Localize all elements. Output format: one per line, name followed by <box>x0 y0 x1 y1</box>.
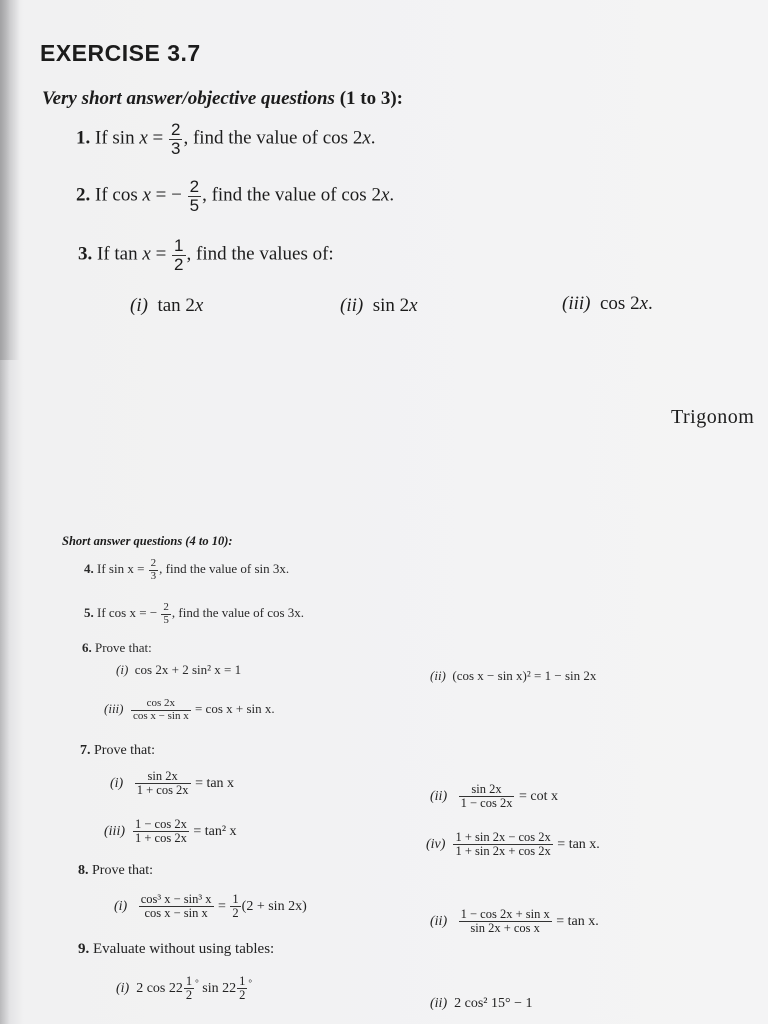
q5-post: , find the value of cos 3x. <box>171 605 305 621</box>
q7-i-numerator: sin 2x <box>135 770 191 784</box>
q9-i-fraction-1-numerator: 1 <box>185 974 193 988</box>
q8-i-denominator: cos x − sin x <box>144 906 208 921</box>
q7-number: 7. <box>80 743 91 758</box>
q3-fraction <box>172 237 185 274</box>
side-heading: Trigonom <box>671 406 755 428</box>
question-8 <box>78 863 153 879</box>
q6-i-expr: cos 2x + 2 sin² x = 1 <box>134 662 242 677</box>
q3-pre: If tan <box>97 243 138 265</box>
q7-iv-label: (iv) <box>426 836 446 852</box>
q3-post: , find the values of: <box>186 243 334 265</box>
question-6 <box>82 640 152 656</box>
q3-denominator: 2 <box>174 254 184 274</box>
short-heading: Short answer questions (4 to 10): <box>62 534 233 548</box>
q1-var: x <box>139 127 148 149</box>
q6-ii-label: (ii) <box>430 668 446 683</box>
q8-ii-numerator: 1 − cos 2x + sin x <box>460 907 550 921</box>
q6-iii-numerator: cos 2x <box>131 698 191 711</box>
q3-part-iii-tail: . <box>648 293 653 314</box>
q3-numerator: 1 <box>174 236 184 255</box>
q7-iii-numerator: 1 − cos 2x <box>135 817 187 831</box>
q3-part-ii <box>340 295 418 317</box>
q8-part-ii <box>430 908 599 935</box>
q9-i-b: sin 22 <box>202 980 237 996</box>
q9-i-fraction-2-numerator: 1 <box>239 974 246 988</box>
q6-part-ii <box>430 668 596 684</box>
very-short-range: (1 to 3): <box>339 88 403 109</box>
q3-eq: = <box>155 243 167 265</box>
q1-denominator: 3 <box>170 138 181 158</box>
q6-iii-label: (iii) <box>104 701 124 717</box>
q2-denominator: 5 <box>189 195 200 215</box>
q9-i-fraction-2 <box>237 975 247 1002</box>
q6-iii-rhs: = cos x + sin x. <box>194 701 275 717</box>
q2-var: x <box>142 184 151 206</box>
q1-post-var: x <box>362 127 371 149</box>
question-2 <box>76 178 394 215</box>
very-short-heading <box>42 88 403 110</box>
q7-ii-rhs: = cot x <box>518 788 558 804</box>
q9-ii-label: (ii) <box>430 996 448 1011</box>
question-4 <box>84 558 289 582</box>
q9-part-i <box>116 975 252 1002</box>
q2-number: 2. <box>76 184 91 206</box>
q6-iii-fraction <box>131 698 191 722</box>
q5-denominator: 5 <box>163 613 169 626</box>
q6-part-i <box>116 662 241 678</box>
q1-post: , find the value of cos 2 <box>183 127 363 149</box>
q9-i-a: 2 cos 22 <box>136 980 183 996</box>
q9-i-fraction-1-denominator: 2 <box>185 988 193 1003</box>
q9-i-label: (i) <box>116 980 130 996</box>
q6-number: 6. <box>82 640 92 655</box>
q5-pre: If cos x = − <box>97 605 158 621</box>
q3-part-iii-var: x <box>639 293 649 314</box>
q3-number: 3. <box>78 243 93 265</box>
q7-ii-denominator: 1 − cos 2x <box>460 796 513 811</box>
q8-ii-rhs: = tan x. <box>556 913 599 929</box>
q2-eq: = − <box>155 184 182 206</box>
q3-part-iii-expr: cos 2 <box>600 293 640 314</box>
q7-i-denominator: 1 + cos 2x <box>136 783 189 798</box>
q7-i-label: (i) <box>110 775 124 791</box>
q9-ii-expr: 2 cos² 15° − 1 <box>454 996 533 1011</box>
q7-iv-fraction <box>453 831 552 858</box>
question-3 <box>78 237 334 274</box>
q7-prompt: Prove that: <box>94 743 156 758</box>
q2-post: , find the value of cos 2 <box>202 184 381 206</box>
q8-part-i <box>114 893 307 920</box>
q6-prompt: Prove that: <box>95 640 152 655</box>
q3-part-iii-label: (iii) <box>562 293 591 314</box>
q3-part-i-label: (i) <box>130 295 148 316</box>
q2-tail: . <box>389 184 395 206</box>
question-5 <box>84 602 304 626</box>
q1-pre: If sin <box>95 127 135 149</box>
q5-numerator: 2 <box>163 601 169 613</box>
q8-number: 8. <box>78 863 89 878</box>
q8-i-numerator: cos³ x − sin³ x <box>140 892 212 906</box>
q1-tail: . <box>370 127 376 149</box>
q3-part-i-expr: tan 2 <box>157 295 195 316</box>
q9-i-degree-2: ° <box>248 978 253 989</box>
q3-part-i-var: x <box>194 295 204 316</box>
q7-ii-label: (ii) <box>430 788 448 804</box>
q7-i-rhs: = tan x <box>195 775 235 791</box>
q7-iii-denominator: 1 + cos 2x <box>135 831 187 846</box>
q3-part-iii <box>562 293 653 315</box>
q4-post: , find the value of sin 3x. <box>159 561 290 577</box>
q5-fraction <box>161 602 171 626</box>
q8-i-half <box>230 893 240 920</box>
q3-part-ii-expr: sin 2 <box>372 295 410 316</box>
q9-i-fraction-1 <box>184 975 194 1002</box>
q6-iii-denominator: cos x − sin x <box>133 709 189 722</box>
q6-ii-expr: (cos x − sin x)² = 1 − sin 2x <box>452 668 597 683</box>
q7-iii-fraction <box>133 818 189 845</box>
q9-part-ii <box>430 996 532 1012</box>
q6-part-iii <box>104 698 275 722</box>
q8-ii-fraction <box>459 908 552 935</box>
q8-prompt: Prove that: <box>92 863 154 878</box>
q8-ii-denominator: sin 2x + cos x <box>470 921 540 936</box>
q1-numerator: 2 <box>170 120 181 139</box>
q7-part-iv <box>426 831 600 858</box>
question-1 <box>76 121 376 158</box>
q8-i-fraction <box>139 893 214 920</box>
q4-fraction <box>149 558 159 582</box>
q3-var: x <box>142 243 151 265</box>
q4-pre: If sin x = <box>97 561 145 577</box>
q3-part-ii-var: x <box>409 295 418 316</box>
q5-number: 5. <box>84 605 94 621</box>
q9-number: 9. <box>78 941 90 957</box>
q3-part-i <box>130 295 203 317</box>
question-7 <box>80 743 155 759</box>
q7-ii-numerator: sin 2x <box>459 783 515 797</box>
exercise-title: EXERCISE 3.7 <box>40 40 201 66</box>
q9-i-degree-1: ° <box>195 978 199 989</box>
q7-iii-label: (iii) <box>104 823 125 839</box>
q9-i-fraction-2-denominator: 2 <box>239 988 246 1003</box>
q8-i-rhs: (2 + sin 2x) <box>241 898 307 914</box>
q7-ii-fraction <box>459 783 515 810</box>
q8-i-half-numerator: 1 <box>232 892 239 906</box>
q7-iv-numerator: 1 + sin 2x − cos 2x <box>455 830 551 844</box>
q7-part-iii <box>104 818 237 845</box>
q3-part-ii-label: (ii) <box>340 295 364 316</box>
q7-iv-rhs: = tan x. <box>557 836 600 852</box>
q8-i-label: (i) <box>114 898 128 914</box>
q7-iv-denominator: 1 + sin 2x + cos 2x <box>455 844 551 859</box>
page-edge-shadow <box>0 0 20 360</box>
q4-number: 4. <box>84 561 94 577</box>
very-short-heading-text: Very short answer/objective questions <box>42 88 335 109</box>
q2-numerator: 2 <box>189 177 200 196</box>
q4-denominator: 3 <box>150 569 157 582</box>
q4-numerator: 2 <box>150 557 157 569</box>
q1-number: 1. <box>76 127 91 149</box>
q2-pre: If cos <box>95 184 138 206</box>
q8-i-eq: = <box>218 898 226 914</box>
q1-eq: = <box>152 127 164 149</box>
q7-part-i <box>110 770 234 797</box>
q9-prompt: Evaluate without using tables: <box>93 941 275 957</box>
q8-ii-label: (ii) <box>430 913 448 929</box>
q2-fraction <box>188 178 201 215</box>
q6-i-label: (i) <box>116 662 129 677</box>
q1-fraction <box>169 121 182 158</box>
q8-i-half-denominator: 2 <box>232 906 239 921</box>
q7-iii-rhs: = tan² x <box>193 823 237 839</box>
q2-post-var: x <box>380 184 390 206</box>
question-9 <box>78 941 274 958</box>
q7-i-fraction <box>135 770 191 797</box>
q7-part-ii <box>430 783 558 810</box>
